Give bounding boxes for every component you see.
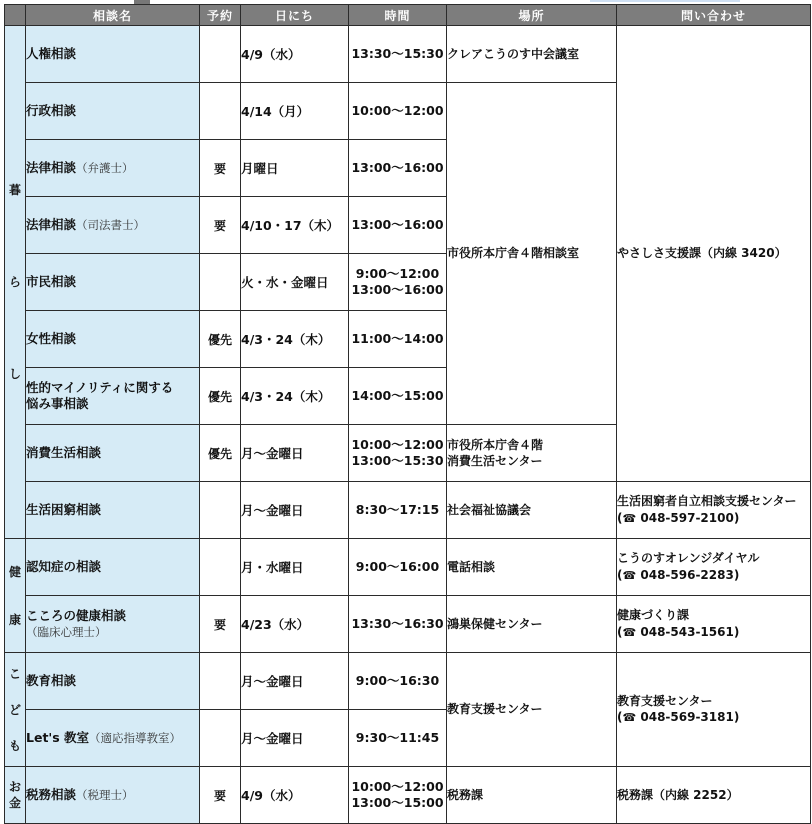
contact-yasashisa: やさしさ支援課（内線 3420） xyxy=(617,26,811,482)
consultation-name: 性的マイノリティに関する 悩み事相談 xyxy=(26,368,200,425)
header-category xyxy=(5,5,26,26)
date: 月・水曜日 xyxy=(241,539,349,596)
table-row xyxy=(5,482,811,539)
place: 教育支援センター xyxy=(447,653,617,767)
category-kenko: 健 康 xyxy=(5,539,26,653)
place: 市役所本庁舎４階相談室 xyxy=(447,83,617,425)
contact-kyoiku: 教育支援センター (☎ 048-569-3181) xyxy=(617,653,811,767)
date: 4/3・24（木） xyxy=(241,311,349,368)
header-reservation: 予約 xyxy=(200,5,241,26)
consultation-name: 税務相談（税理士） xyxy=(26,767,200,824)
place: 税務課 xyxy=(447,767,617,824)
place: 鴻巣保健センター xyxy=(447,596,617,653)
contact-kenko: 健康づくり課 (☎ 048-543-1561) xyxy=(617,596,811,653)
date: 4/9（水） xyxy=(241,767,349,824)
consultation-schedule-table xyxy=(4,4,811,824)
date: 月〜金曜日 xyxy=(241,653,349,710)
category-kodomo: こ ど も xyxy=(5,653,26,767)
consultation-name: こころの健康相談 （臨床心理士） xyxy=(26,596,200,653)
reservation xyxy=(200,710,241,767)
category-okane: お 金 xyxy=(5,767,26,824)
consultation-name: 生活困窮相談 xyxy=(26,482,200,539)
table-row xyxy=(5,653,811,710)
phone-icon: ☎ xyxy=(622,625,637,639)
phone-icon: ☎ xyxy=(622,511,637,525)
reservation: 要 xyxy=(200,767,241,824)
date: 4/23（水） xyxy=(241,596,349,653)
header-time: 時間 xyxy=(349,5,447,26)
reservation xyxy=(200,653,241,710)
time: 8:30〜17:15 xyxy=(349,482,447,539)
consultation-name: Let's 教室（適応指導教室） xyxy=(26,710,200,767)
reservation: 要 xyxy=(200,596,241,653)
time: 11:00〜14:00 xyxy=(349,311,447,368)
consultation-name: 法律相談（司法書士） xyxy=(26,197,200,254)
place: 社会福祉協議会 xyxy=(447,482,617,539)
date: 4/9（水） xyxy=(241,26,349,83)
date: 4/3・24（木） xyxy=(241,368,349,425)
header-consultation-name: 相談名 xyxy=(26,5,200,26)
time: 13:30〜16:30 xyxy=(349,596,447,653)
reservation: 要 xyxy=(200,197,241,254)
time: 14:00〜15:00 xyxy=(349,368,447,425)
reservation: 要 xyxy=(200,140,241,197)
date: 月〜金曜日 xyxy=(241,482,349,539)
date: 火・水・金曜日 xyxy=(241,254,349,311)
time: 9:00〜16:30 xyxy=(349,653,447,710)
time: 13:00〜16:00 xyxy=(349,140,447,197)
time: 10:00〜12:00 13:00〜15:30 xyxy=(349,425,447,482)
date: 月〜金曜日 xyxy=(241,710,349,767)
table-row xyxy=(5,596,811,653)
date: 月〜金曜日 xyxy=(241,425,349,482)
table-row xyxy=(5,767,811,824)
contact-orange: こうのすオレンジダイヤル (☎ 048-596-2283) xyxy=(617,539,811,596)
date: 4/10・17（木） xyxy=(241,197,349,254)
reservation: 優先 xyxy=(200,311,241,368)
consultation-name: 市民相談 xyxy=(26,254,200,311)
consultation-name: 人権相談 xyxy=(26,26,200,83)
reservation xyxy=(200,254,241,311)
consultation-name: 女性相談 xyxy=(26,311,200,368)
reservation: 優先 xyxy=(200,368,241,425)
place: クレアこうのす中会議室 xyxy=(447,26,617,83)
consultation-name: 認知症の相談 xyxy=(26,539,200,596)
top-edge-line xyxy=(590,0,740,2)
reservation xyxy=(200,482,241,539)
header-place: 場所 xyxy=(447,5,617,26)
date: 4/14（月） xyxy=(241,83,349,140)
consultation-name: 教育相談 xyxy=(26,653,200,710)
category-kurashi: 暮 ら し xyxy=(5,26,26,539)
time: 13:00〜16:00 xyxy=(349,197,447,254)
time: 9:30〜11:45 xyxy=(349,710,447,767)
phone-icon: ☎ xyxy=(622,568,637,582)
consultation-name: 行政相談 xyxy=(26,83,200,140)
header-date: 日にち xyxy=(241,5,349,26)
time: 13:30〜15:30 xyxy=(349,26,447,83)
place: 電話相談 xyxy=(447,539,617,596)
reservation xyxy=(200,539,241,596)
header-contact: 問い合わせ xyxy=(617,5,811,26)
date: 月曜日 xyxy=(241,140,349,197)
contact-zeimu: 税務課（内線 2252） xyxy=(617,767,811,824)
phone-icon: ☎ xyxy=(622,711,637,725)
time: 9:00〜12:00 13:00〜16:00 xyxy=(349,254,447,311)
consultation-name: 消費生活相談 xyxy=(26,425,200,482)
place: 市役所本庁舎４階 消費生活センター xyxy=(447,425,617,482)
reservation xyxy=(200,83,241,140)
consultation-name: 法律相談（弁護士） xyxy=(26,140,200,197)
header-row xyxy=(5,5,811,26)
time: 9:00〜16:00 xyxy=(349,539,447,596)
table-row xyxy=(5,539,811,596)
time: 10:00〜12:00 13:00〜15:00 xyxy=(349,767,447,824)
reservation xyxy=(200,26,241,83)
contact-konkyu: 生活困窮者自立相談支援センター (☎ 048-597-2100) xyxy=(617,482,811,539)
time: 10:00〜12:00 xyxy=(349,83,447,140)
reservation: 優先 xyxy=(200,425,241,482)
table-row xyxy=(5,26,811,83)
